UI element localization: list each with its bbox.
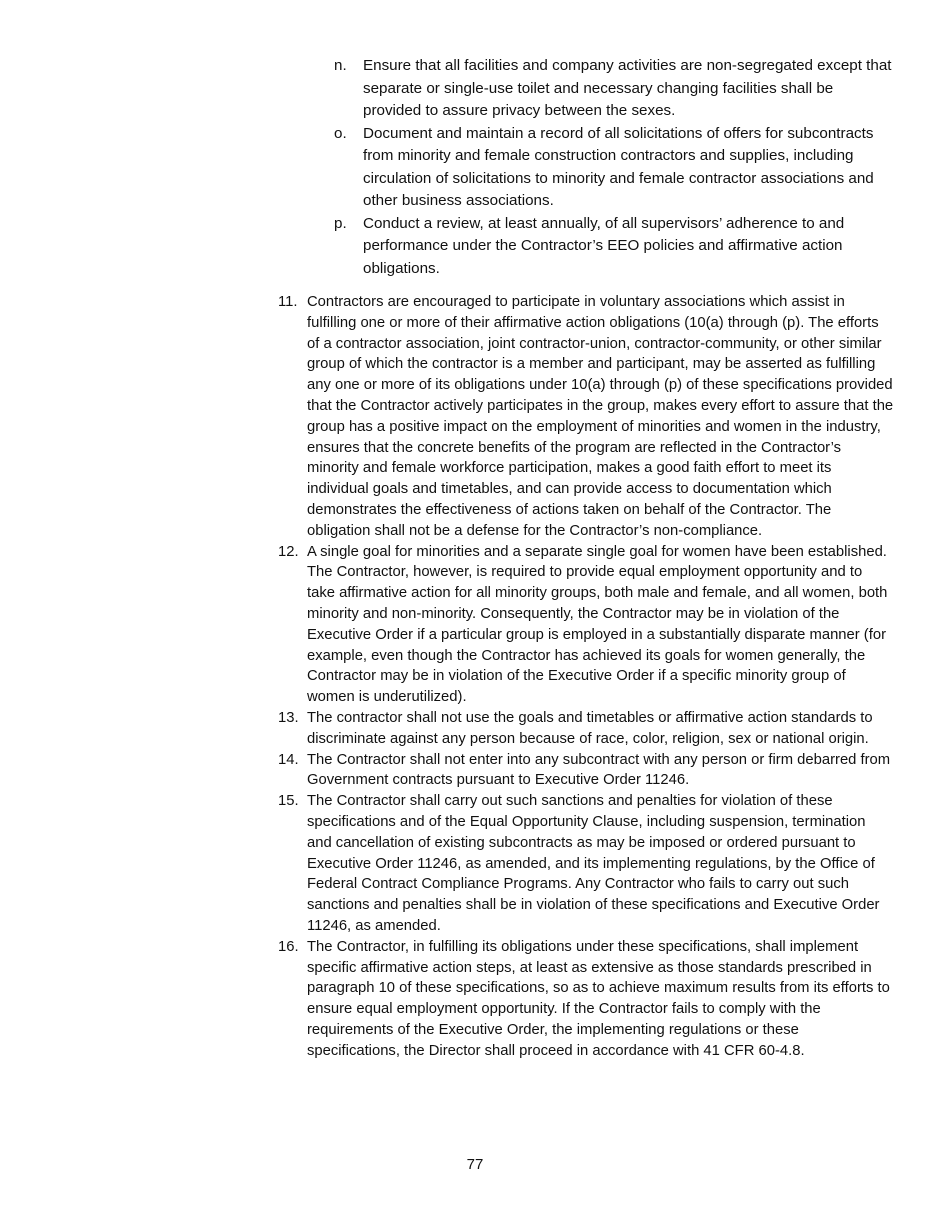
numbered-list	[278, 292, 894, 1061]
list-item-text: The Contractor shall not enter into any subcontract with any person or firm debarred from Government contracts pursuant to Executive Order 11246.	[307, 751, 891, 789]
list-item	[278, 708, 894, 750]
list-item-text: Contractors are encouraged to participate in voluntary associations which assist in fulfilling one or more of their affirmative action obligations (10(a) through (p). The efforts of a contractor association, joint contractor-union, contractor-community, or other similar group of which the contractor is a member and participant, may be asserted as fulfilling any one or more of its obligations under 10(a) through (p) of these specifications provided that the Contractor actively participates in the group, makes every effort to assure that the group has a positive impact on the employment of minorities and women in the industry, ensures that the concrete benefits of the program are reflected in the Contractor’s minority and female workforce participation, makes a good faith effort to meet its individual goals and timetables, and can provide access to documentation which demonstrates the effectiveness of actions taken on behalf of the Contractor. The obligation shall not be a defense for the Contractor’s non-compliance.	[307, 294, 894, 539]
sub-item	[334, 55, 894, 123]
sub-item-text: Conduct a review, at least annually, of all supervisors’ adherence to and performance under the Contractor’s EEO policies and affirmative action obligations.	[363, 214, 845, 277]
list-item	[278, 937, 894, 1062]
sub-item-text: Document and maintain a record of all solicitations of offers for subcontracts from minority and female construction contractors and supplies, including circulation of solicitations to minority and female contractor associations and other business associations.	[363, 124, 874, 209]
sub-item-letter: o.	[334, 124, 347, 142]
list-item-number: 12.	[278, 543, 299, 560]
list-item	[278, 292, 894, 542]
list-item-number: 16.	[278, 938, 299, 955]
list-item-text: The Contractor, in fulfilling its obligations under these specifications, shall implement specific affirmative action steps, at least as extensive as those standards prescribed in paragraph 10 of these specifications, so as to achieve maximum results from its efforts to ensure equal employment opportunity. If the Contractor fails to comply with the requirements of the Executive Order, the implementing regulations or these specifications, the Director shall proceed in accordance with 41 CFR 60-4.8.	[307, 938, 890, 1059]
list-item-number: 15.	[278, 793, 299, 810]
list-item	[278, 791, 894, 937]
list-item-number: 13.	[278, 709, 299, 726]
sub-item	[334, 123, 894, 213]
sub-item-text: Ensure that all facilities and company activities are non-segregated except that separate or single-use toilet and necessary changing facilities shall be provided to assure privacy between the sexes.	[363, 57, 892, 119]
list-item-text: The contractor shall not use the goals and timetables or affirmative action standards to discriminate against any person because of race, color, religion, sex or national origin.	[307, 709, 873, 747]
list-item-text: The Contractor shall carry out such sanctions and penalties for violation of these specifications and of the Equal Opportunity Clause, including suspension, termination and cancellation of existing subcontracts as may be imposed or ordered pursuant to Executive Order 11246, as amended, and its implementing regulations, by the Office of Federal Contract Compliance Programs. Any Contractor who fails to carry out such sanctions and penalties shall be in violation of these specifications and Executive Order 11246, as amended.	[307, 793, 880, 934]
list-item-number: 14.	[278, 751, 299, 768]
page-number: 77	[466, 1156, 484, 1173]
sub-item-list	[334, 55, 894, 280]
list-item-text: A single goal for minorities and a separate single goal for women have been established. The Contractor, however, is required to provide equal employment opportunity and to take affirmative action for all minority groups, both male and female, and all women, both minority and non-minority. Consequently, the Contractor may be in violation of the Executive Order if a particular group is employed in a substantially disparate manner (for example, even though the Contractor has achieved its goals for women generally, the Contractor may be in violation of the Executive Order if a specific minority group of women is underutilized).	[307, 543, 888, 706]
list-item-number: 11.	[278, 294, 298, 310]
sub-item-letter: p.	[334, 214, 347, 232]
sub-item	[334, 213, 894, 281]
list-item	[278, 542, 894, 708]
sub-item-letter: n.	[334, 57, 347, 74]
list-item	[278, 750, 894, 792]
